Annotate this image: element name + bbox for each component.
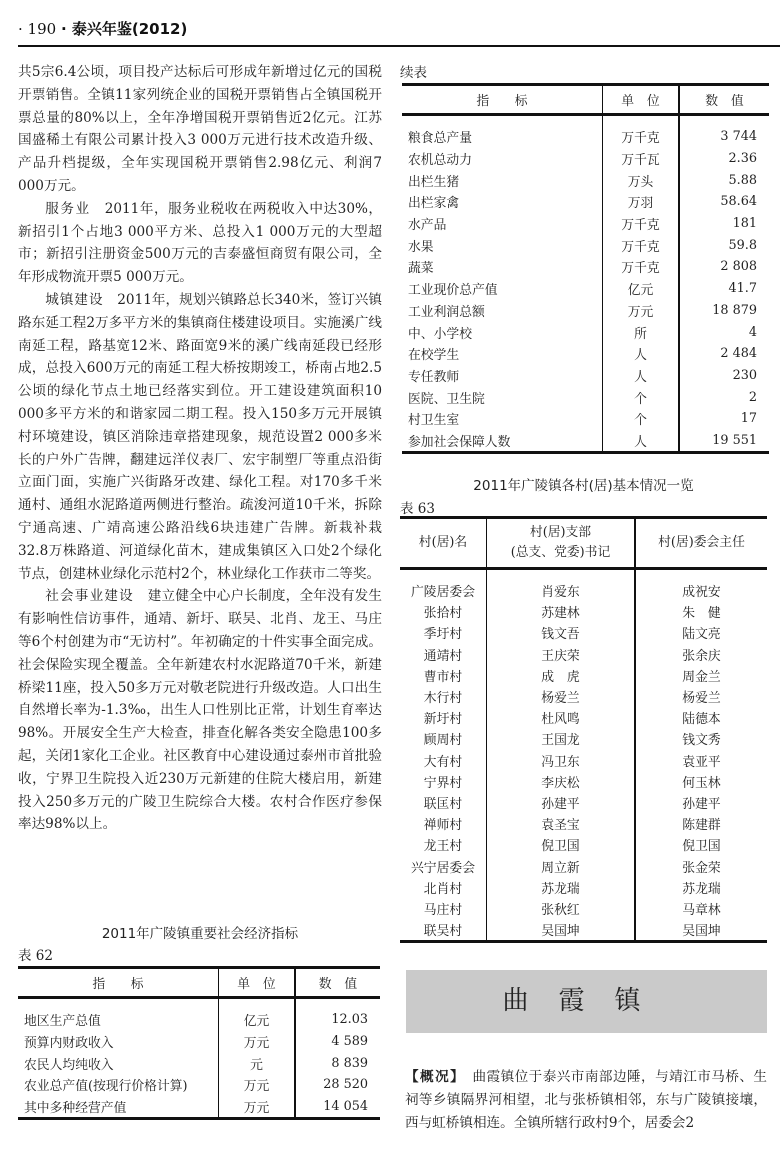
table-cell: 张拾村: [423, 606, 463, 622]
table-row: [402, 343, 769, 365]
table-cell: 181: [679, 213, 769, 235]
town-overview: [405, 1066, 767, 1134]
table-cell: 成 虎: [487, 665, 636, 686]
table-row: [18, 1009, 380, 1031]
table-cell: 在校学生: [408, 348, 460, 364]
table-cell: 袁亚平: [635, 750, 767, 771]
table-row: [402, 148, 769, 170]
table62-continued: [402, 83, 769, 454]
table-row: [402, 386, 769, 408]
table-cell: 58.64: [679, 191, 769, 213]
table-cell: 59.8: [679, 234, 769, 256]
table-cell: 杜风鸣: [487, 707, 636, 728]
table-cell: 何玉林: [635, 771, 767, 792]
table-row: [400, 622, 767, 643]
table-cell: 陈建群: [635, 813, 767, 834]
table-cell: 杨爱兰: [635, 686, 767, 707]
table-cell: 张秋红: [487, 898, 636, 919]
table-cell: 李庆松: [487, 771, 636, 792]
table-cell: 苏建林: [487, 601, 636, 622]
col-header: 数 值: [679, 85, 769, 115]
table-cell: 28 520: [295, 1074, 380, 1096]
table62-title: 2011年广陵镇重要社会经济指标: [101, 926, 299, 942]
table-cell: 陆文亮: [635, 622, 767, 643]
table-cell: 工业现价总产值: [408, 283, 498, 299]
table-cell: 农业总产值(按现行价格计算): [24, 1079, 188, 1095]
table-cell: 联匡村: [423, 796, 463, 812]
table-cell: 个: [603, 408, 680, 430]
table-cell: 230: [679, 365, 769, 387]
table-row: [400, 919, 767, 942]
running-header: · 190 · 泰兴年鉴(2012): [18, 20, 188, 38]
table-cell: 人: [603, 343, 680, 365]
col-header: 指 标: [18, 968, 219, 998]
table-cell: 4 589: [295, 1031, 380, 1053]
table-cell: 出栏生猪: [408, 174, 460, 190]
table-row: [402, 321, 769, 343]
continued-table-label: 续表: [400, 65, 427, 81]
left-body-text: [18, 61, 382, 836]
paragraph-text: 建立健全中心户长制度，全年没有发生有影响性信访事件，通靖、新圩、联吴、北肖、龙王、马庄等6个村创建为市“无访村”。年初确定的十件实事全面完成。社会保险实现全覆盖。全年新建农村水泥路道70千米，新建桥梁11座，投入50多万元对敬老院进行升级改造。人口出生自然增长率为-1.3‰，出生人口性别比正常，计划生育率达98%。开展安全生产大检查，排查化解各类安全隐患100多起，关闭1家化工企业。社区教育中心建设通过泰州市首批验收，宁界卫生院投入近230万元新建的住院大楼启用，新建投入250多万元的广陵卫生院综合大楼。农村合作医疗参保率达98%以上。: [18, 588, 383, 833]
table-row: [402, 408, 769, 430]
table-cell: 袁圣宝: [487, 813, 636, 834]
table62: [18, 966, 380, 1120]
col-header: 指 标: [402, 85, 603, 115]
table-cell: 出栏家禽: [408, 196, 460, 212]
table-row: [400, 834, 767, 855]
table62-label: 表 62: [18, 948, 53, 964]
col-header: 单 位: [219, 968, 296, 998]
table-cell: 新圩村: [423, 712, 463, 728]
table-cell: 所: [603, 321, 680, 343]
table-cell: 马庄村: [423, 902, 463, 918]
section-keyword: 服务业: [45, 200, 91, 217]
table-cell: 2.36: [679, 148, 769, 170]
table-cell: 其中多种经营产值: [18, 1096, 219, 1119]
table-row: [400, 665, 767, 686]
book-title: 泰兴年鉴(2012): [71, 20, 188, 38]
table-row: [18, 1031, 380, 1053]
header-rule: [18, 45, 780, 47]
table-cell: 倪卫国: [635, 834, 767, 855]
table-row: [18, 1052, 380, 1074]
page-number: 190: [27, 20, 57, 38]
table-cell: 万元: [219, 1074, 296, 1096]
table-cell: 41.7: [679, 278, 769, 300]
table-cell: 粮食总产量: [408, 131, 472, 147]
section-keyword: 城镇建设: [45, 291, 104, 308]
paragraph: 共5宗6.4公顷，项目投产达标后可形成年新增过亿元的国税开票销售。全镇11家列统企业的国税开票销售占全镇国税开票总量的80%以上，全年净增国税开票销售近2亿元。江苏国盛稀土有限公司累计投入3 000万元进行技术改造升级、产品升档提级，全年实现国税开票销售2.98亿元、利润7 000万元。: [18, 64, 382, 194]
table-row: [400, 686, 767, 707]
table-cell: 亿元: [219, 1009, 296, 1031]
table-row: [402, 126, 769, 148]
header-line: 村(居)支部: [529, 525, 592, 540]
table-row: [400, 644, 767, 665]
table-cell: 钱文秀: [635, 728, 767, 749]
table-cell: 地区生产总值: [24, 1014, 101, 1030]
table-row: [402, 278, 769, 300]
table-cell: 亿元: [603, 278, 680, 300]
table-cell: 万元: [219, 1031, 296, 1053]
table-cell: 苏龙瑞: [635, 877, 767, 898]
table-cell: 8 839: [295, 1052, 380, 1074]
table-cell: 万元: [603, 300, 680, 322]
table-cell: 万元: [219, 1096, 296, 1119]
table-cell: 预算内财政收入: [24, 1036, 114, 1052]
table-row: [402, 169, 769, 191]
paragraph-social: [18, 585, 382, 836]
paragraph-text: 曲霞镇位于泰兴市南部边陲，与靖江市马桥、生祠等乡镇隔界河相望，北与张桥镇相邻，东与广陵镇接壤，西与虹桥镇相连。全镇所辖行政村9个，居委会2: [405, 1069, 768, 1131]
table-cell: 专任教师: [408, 369, 460, 385]
col-header: 村(居)名: [400, 518, 487, 569]
table-cell: 曹市村: [423, 669, 463, 685]
table-cell: 顾周村: [423, 733, 463, 749]
table-row: [400, 877, 767, 898]
table-cell: 吴国坤: [487, 919, 636, 942]
table-row: [400, 771, 767, 792]
col-header: [487, 518, 636, 569]
table-cell: 19 551: [679, 430, 769, 453]
table63-title: 2011年广陵镇各村(居)基本情况一览: [473, 478, 694, 494]
table-cell: 王国龙: [487, 728, 636, 749]
table-cell: 5.88: [679, 169, 769, 191]
table-cell: 大有村: [423, 754, 463, 770]
table-cell: 参加社会保障人数: [402, 430, 603, 453]
table-cell: 冯卫东: [487, 750, 636, 771]
table-cell: 周立新: [487, 855, 636, 876]
table-cell: 成祝安: [635, 580, 767, 601]
table-cell: 肖爱东: [487, 580, 636, 601]
table-cell: 2: [679, 386, 769, 408]
table-cell: 陆德本: [635, 707, 767, 728]
table-row: [400, 792, 767, 813]
table-cell: 万千克: [603, 234, 680, 256]
table-cell: 木行村: [423, 691, 463, 707]
table-cell: 张金荣: [635, 855, 767, 876]
table-cell: 蔬菜: [408, 261, 434, 277]
table-cell: 龙王村: [423, 839, 463, 855]
table-row: [400, 813, 767, 834]
table-cell: 农机总动力: [408, 153, 472, 169]
table-cell: 2 808: [679, 256, 769, 278]
table-cell: 苏龙瑞: [487, 877, 636, 898]
table-row: [402, 213, 769, 235]
table-cell: 马章林: [635, 898, 767, 919]
table63-label: 表 63: [400, 501, 435, 517]
table-row: [400, 601, 767, 622]
table-row: [400, 580, 767, 601]
table-cell: 杨爱兰: [487, 686, 636, 707]
table-cell: 中、小学校: [408, 326, 472, 342]
table-row: [18, 1096, 380, 1119]
table-cell: 18 879: [679, 300, 769, 322]
table-cell: 孙建平: [635, 792, 767, 813]
table-cell: 工业利润总额: [408, 304, 485, 320]
table-row: [402, 256, 769, 278]
table-cell: 万千克: [603, 213, 680, 235]
table-cell: 兴宁居委会: [411, 860, 475, 876]
col-header: 村(居)委会主任: [635, 518, 767, 569]
table-cell: 北肖村: [423, 881, 463, 897]
paragraph-urban: [18, 289, 382, 585]
table-row: [402, 430, 769, 453]
table-row: [402, 191, 769, 213]
table-cell: 万千克: [603, 126, 680, 148]
table-cell: 联吴村: [400, 919, 487, 942]
section-keyword: 社会事业建设: [45, 588, 134, 605]
table-cell: 3 744: [679, 126, 769, 148]
table-row: [400, 898, 767, 919]
table-cell: 吴国坤: [635, 919, 767, 942]
paragraph-text: 2011年，规划兴镇路总长340米，签订兴镇路东延工程2万多平方米的集镇商住楼建设项目。实施溪广线南延工程，路基宽12米、路面宽9米的溪广线南延段已经形成，总投入600万元的南延工程大桥按期竣工，桥南占地2.5公顷的绿化节点土地已经落实到位。开工建设建筑面积10 000多平方米的和谐家园二期工程。投入150多万元开展镇村环境建设，镇区消除违章搭建现象，规范设置2 000多米长的户外广告牌，翻建远洋仪表厂、宏宇制塑厂等重点沿街立面门面，实施广兴街路牙改建、绿化工程。对170多千米通村、通组水泥路道两侧进行整治。疏浚河道10千米，拆除宁通高速、广靖高速公路沿线6块违建广告牌。新栽补栽32.8万株路道、河道绿化苗木，建成集镇区入口处2个绿化节点，创建林业绿化示范村2个，林业绿化工作获市二等奖。: [18, 291, 383, 582]
table-cell: 朱 健: [635, 601, 767, 622]
table63: [400, 516, 767, 943]
table-cell: 万羽: [603, 191, 680, 213]
table-cell: 禅师村: [423, 818, 463, 834]
table-row: [400, 707, 767, 728]
table-cell: 水产品: [408, 218, 447, 234]
table-cell: 张余庆: [635, 644, 767, 665]
table-cell: 万千瓦: [603, 148, 680, 170]
table-row: [402, 365, 769, 387]
table-cell: 万千克: [603, 256, 680, 278]
table-cell: 季圩村: [423, 627, 463, 643]
section-keyword: 【概况】: [405, 1069, 459, 1085]
table-cell: 人: [603, 365, 680, 387]
table-cell: 孙建平: [487, 792, 636, 813]
table-cell: 2 484: [679, 343, 769, 365]
col-header: 数 值: [295, 968, 380, 998]
col-header: 单 位: [603, 85, 680, 115]
paragraph-service: [18, 198, 382, 289]
table-cell: 通靖村: [423, 648, 463, 664]
table-cell: 12.03: [295, 1009, 380, 1031]
table-cell: 万头: [603, 169, 680, 191]
table-cell: 医院、卫生院: [408, 391, 485, 407]
town-section-banner: 曲霞镇: [406, 970, 767, 1033]
table-cell: 14 054: [295, 1096, 380, 1119]
table-cell: 个: [603, 386, 680, 408]
table-cell: 村卫生室: [408, 413, 460, 429]
table-cell: 王庆荣: [487, 644, 636, 665]
table-cell: 农民人均纯收入: [24, 1057, 114, 1073]
table-cell: 4: [679, 321, 769, 343]
table-cell: 倪卫国: [487, 834, 636, 855]
table-row: [402, 300, 769, 322]
table-cell: 周金兰: [635, 665, 767, 686]
table-cell: 水果: [408, 239, 434, 255]
table-row: [400, 750, 767, 771]
table-row: [402, 234, 769, 256]
table-row: [400, 728, 767, 749]
table-cell: 17: [679, 408, 769, 430]
table-row: [18, 1074, 380, 1096]
table-cell: 宁界村: [423, 775, 463, 791]
table-cell: 广陵居委会: [411, 585, 475, 601]
table-cell: 人: [603, 430, 680, 453]
table-cell: 元: [219, 1052, 296, 1074]
table-row: [400, 855, 767, 876]
header-line: (总支、党委)书记: [510, 545, 611, 560]
table-cell: 钱文吾: [487, 622, 636, 643]
paragraph-text: 2011年，服务业税收在两税收入中达30%，新招引1个占地3 000平方米、总投入1 000万元的大型超市；新招引注册资金500万元的吉泰盛恒商贸有限公司，全年形成物流开票5 000万元。: [18, 200, 383, 286]
paragraph: [405, 1066, 767, 1134]
